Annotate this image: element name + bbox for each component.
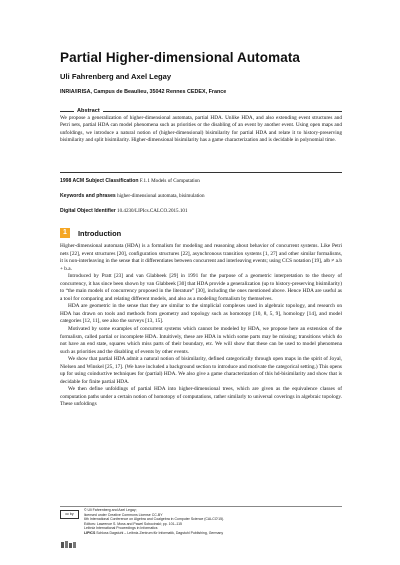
footer-editors: Editors: Lawrence S. Moss and Pawel Sobocinski; pp. 101–115 bbox=[84, 521, 182, 526]
acm-value: F.1.1 Models of Computation bbox=[139, 178, 200, 184]
lipics-wordmark: LIPICS bbox=[84, 530, 96, 535]
keywords bbox=[60, 193, 342, 199]
doi bbox=[60, 208, 342, 214]
body-paragraph: Introduced by Pratt [23] and van Glabbeek [29] in 1991 for the purpose of a geometric interpretation to the theory of concurrency, it has since been shown by van Glabbeek [30] that HDA provide a generalization (up to history-preserving bisimilarity) to “the main models of concurrency proposed in the literature” [30], including the ones mentioned above. Hence HDA are useful as a tool for comparing and relating different models, and also as a modeling formalism by themselves. bbox=[60, 273, 342, 302]
footer-series: Leibniz International Proceedings in Informatics bbox=[84, 526, 158, 531]
section-title: Introduction bbox=[78, 228, 122, 238]
section-body bbox=[60, 243, 342, 409]
cc-license-badge: cc by bbox=[60, 510, 79, 519]
paper-title: Partial Higher-dimensional Automata bbox=[60, 50, 301, 65]
body-paragraph: Motivated by some examples of concurrent systems which cannot be modeled by HDA, we propose here an extension of the formalism, called partial or incomplete HDA. Intuitively, these are HDA in which some parts may be missing; transitions which do not have an end state, squares which miss parts of their boundary, etc. We will show that these can be used to model phenomena such as priorities and the disabling of events by other events. bbox=[60, 326, 342, 355]
body-paragraph: HDA are geometric in the sense that they are similar to the simplicial complexes used in algebraic topology, and research on HDA has drawn on tools and methods from geometry and topology such as homotopy [10, 8, 5, 9], homology [14], and model categories [12, 11], see also the surveys [13, 15]. bbox=[60, 303, 342, 325]
footer-copyright: © Uli Fahrenberg and Axel Legay; bbox=[84, 508, 137, 512]
lipics-logo bbox=[60, 540, 80, 550]
footer-rule bbox=[60, 506, 342, 507]
abstract-bottom-rule bbox=[60, 172, 342, 173]
abstract-heading: Abstract bbox=[77, 108, 100, 114]
doi-label: Digital Object Identifier bbox=[60, 208, 116, 214]
footer-conference: 6th International Conference on Algebra and Coalgebra in Computer Science (CALCO'15). bbox=[84, 517, 225, 522]
footer-publisher-line bbox=[84, 531, 342, 536]
footer-license: licensed under Creative Commons License CC-BY bbox=[84, 512, 163, 517]
paper-affiliation: INRIA/IRISA, Campus de Beaulieu, 35042 Rennes CEDEX, France bbox=[60, 89, 227, 95]
footer-publisher: Schloss Dagstuhl – Leibniz-Zentrum für Informatik, Dagstuhl Publishing, Germany bbox=[96, 530, 224, 535]
body-paragraph: We show that partial HDA admit a natural notion of bisimilarity, defined categorically through open maps in the spirit of Joyal, Nielsen and Winskel [25, 17]. (We have included a background section to introduce and motivate the categorical setting.) This opens up for using coinductive techniques for (partial) HDA. We also give a game characterization of this hd-bisimilarity and show that is decidable for finite partial HDA. bbox=[60, 356, 342, 385]
keywords-label: Keywords and phrases bbox=[60, 193, 116, 199]
section-number: 1 bbox=[60, 228, 70, 238]
doi-value[interactable]: 10.4230/LIPIcs.CALCO.2015.101 bbox=[117, 208, 188, 214]
section-heading bbox=[60, 228, 121, 238]
body-paragraph: We then define unfoldings of partial HDA into higher-dimensional trees, which are given as the equivalence classes of computation paths under a certain notion of homotopy of computations, rather similarly to universal coverings in algebraic topology. These unfoldings bbox=[60, 386, 342, 408]
abstract-text: We propose a generalization of higher-dimensional automata, partial HDA. Unlike HDA, and also extending event structures and Petri nets, partial HDA can model phenomena such as priorities or the disabling of an event by another event. Using open maps and unfoldings, we introduce a natural notion of (higher-dimensional) bisimilarity for partial HDA and relate it to history-preserving bisimilarity and split bisimilarity. Higher-dimensional bisimilarity has a game characterization and is decidable in polynomial time. bbox=[60, 115, 342, 144]
abstract-rule-right bbox=[103, 111, 342, 112]
body-paragraph: Higher-dimensional automata (HDA) is a formalism for modeling and reasoning about behavior of concurrent systems. Like Petri nets [22], event structures [20], configuration structures [22], asynchronous transition systems [1, 27] and other similar formalisms, it is non-interleaving in the sense that it differentiates between concurrent and interleaving events; using CCS notation [19], a‖b ≠ a.b + b.a. bbox=[60, 243, 342, 272]
keywords-value: higher-dimensional automata, bisimulation bbox=[117, 193, 205, 199]
paper-authors: Uli Fahrenberg and Axel Legay bbox=[60, 72, 172, 81]
acm-classification bbox=[60, 178, 342, 184]
abstract-rule-left bbox=[60, 111, 74, 112]
lipics-logo-icon bbox=[60, 540, 78, 550]
abstract-heading-row bbox=[60, 108, 342, 114]
acm-label: 1998 ACM Subject Classification bbox=[60, 178, 139, 184]
footer-text bbox=[84, 508, 342, 536]
